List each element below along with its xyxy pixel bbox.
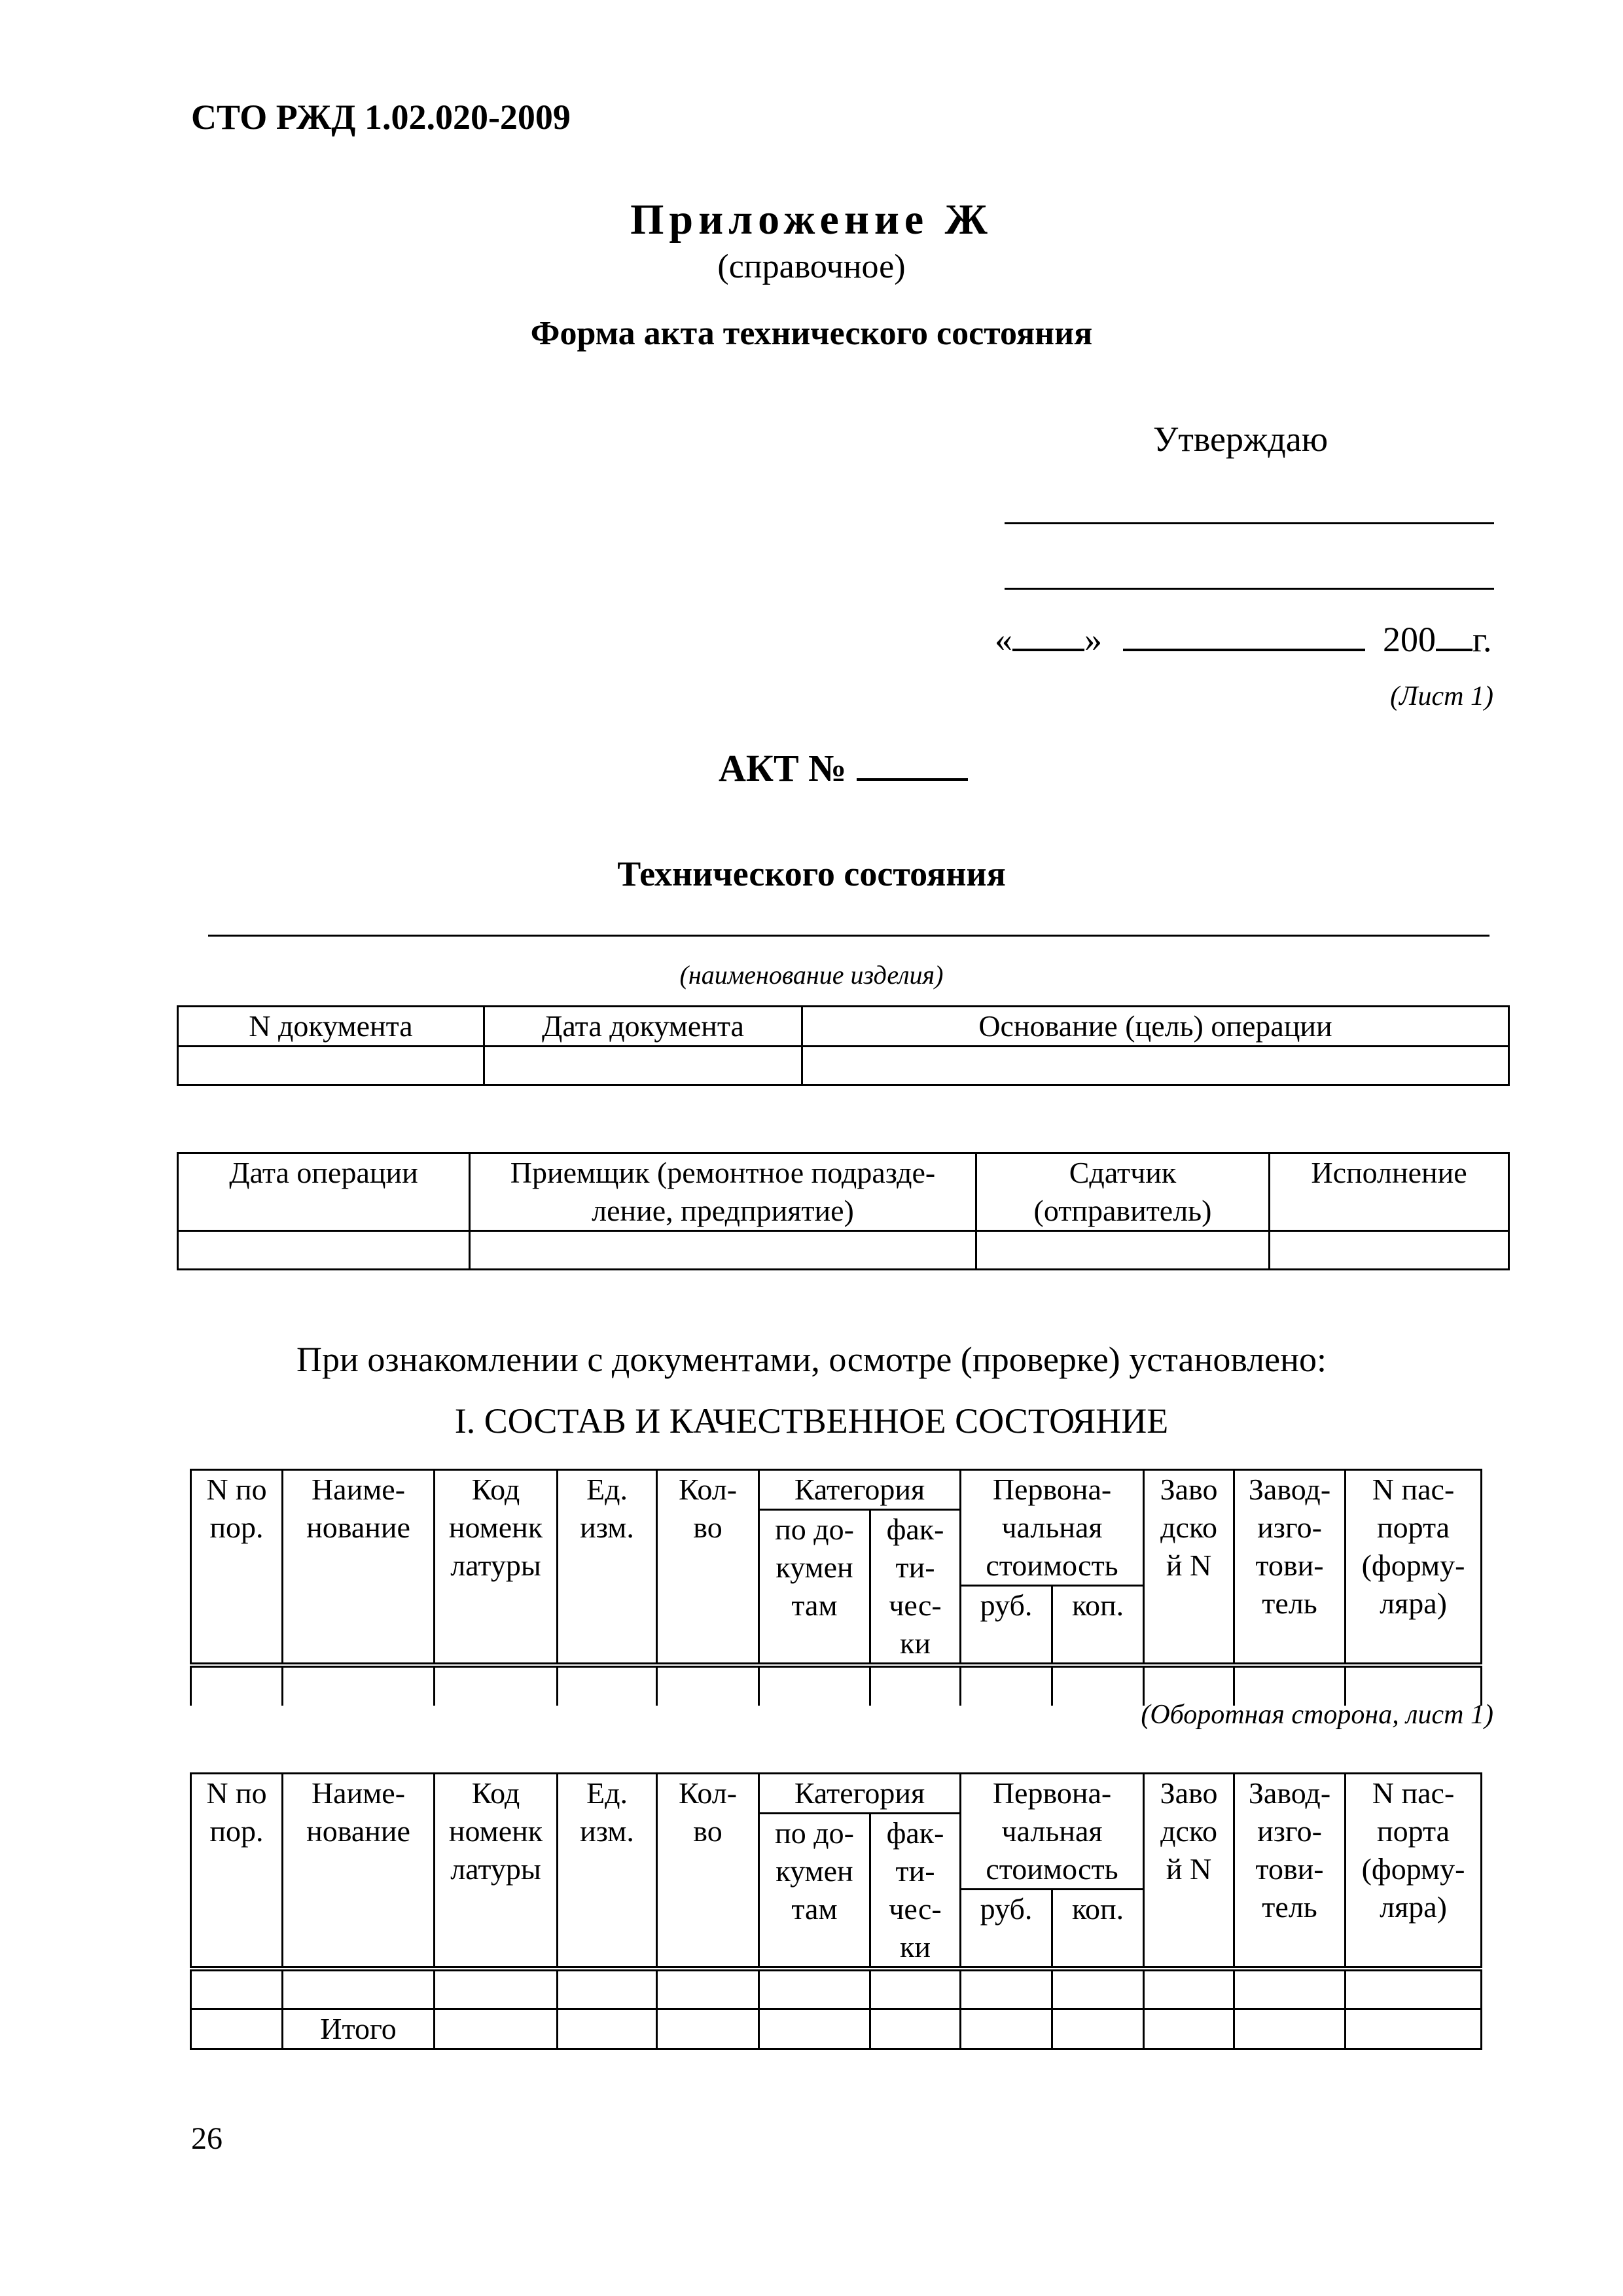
act-number-blank xyxy=(857,778,968,781)
header-document-number: N документа xyxy=(178,1007,484,1047)
col-serial-line: Заво xyxy=(1160,1473,1218,1506)
col-cat-docs-line: там xyxy=(791,1588,838,1622)
sheet-label: (Лист 1) xyxy=(1390,681,1493,711)
section-heading: I. СОСТАВ И КАЧЕСТВЕННОЕ СОСТОЯНИЕ xyxy=(454,1401,1169,1441)
col-name-line: нование xyxy=(306,1814,410,1848)
col-number-line: пор. xyxy=(209,1814,264,1848)
col-cat-fact-line: чес- xyxy=(889,1588,942,1622)
date-close-quote: » xyxy=(1084,620,1102,659)
col-cost-line: стоимость xyxy=(986,1852,1118,1886)
col-maker-line: тель xyxy=(1262,1890,1317,1924)
year-prefix: 200 xyxy=(1383,620,1436,659)
operation-info-table xyxy=(177,1152,1510,1270)
col-qty-line: Кол- xyxy=(678,1776,738,1810)
col-cost-kop: коп. xyxy=(1052,1890,1144,1969)
composition-table xyxy=(190,1469,1482,1706)
operation-date-cell[interactable] xyxy=(178,1231,470,1270)
col-cat-fact-line: ки xyxy=(900,1626,931,1660)
col-unit xyxy=(558,1470,657,1666)
col-number-line: N по xyxy=(206,1776,267,1810)
col-qty-line: во xyxy=(693,1814,722,1848)
col-code-line: номенк xyxy=(448,1511,543,1544)
col-maker-line: тель xyxy=(1262,1587,1317,1620)
col-serial-line: дско xyxy=(1160,1814,1217,1848)
col-category-by-docs xyxy=(759,1814,870,1969)
total-row-cell[interactable] xyxy=(961,2009,1052,2049)
col-passport-line: порта xyxy=(1376,1511,1450,1544)
col-maker-line: изго- xyxy=(1257,1511,1322,1544)
composition-row-cell[interactable] xyxy=(870,1969,961,2009)
receiver-cell[interactable] xyxy=(470,1231,976,1270)
total-row-cell[interactable] xyxy=(1346,2009,1482,2049)
document-code: СТО РЖД 1.02.020-2009 xyxy=(191,98,571,137)
date-open-quote: « xyxy=(995,620,1012,659)
total-row-cell[interactable] xyxy=(657,2009,759,2049)
col-nomenclature-code xyxy=(435,1470,558,1666)
composition-row-cell[interactable] xyxy=(558,1665,657,1706)
col-cat-fact-line: ти- xyxy=(895,1854,935,1888)
composition-table-reverse xyxy=(190,1772,1482,2050)
col-cost-line: Первона- xyxy=(992,1473,1112,1506)
col-code-line: номенк xyxy=(448,1814,543,1848)
col-initial-cost xyxy=(961,1774,1144,1890)
col-cat-docs-line: кумен xyxy=(776,1854,853,1888)
total-label: Итого xyxy=(283,2009,435,2049)
col-code-line: Код xyxy=(471,1776,520,1810)
col-quantity xyxy=(657,1470,759,1666)
col-serial-line: дско xyxy=(1160,1511,1217,1544)
col-cost-rub: руб. xyxy=(961,1586,1052,1666)
form-title: Форма акта технического состояния xyxy=(530,315,1093,352)
total-row-cell[interactable] xyxy=(435,2009,558,2049)
col-maker-line: тови- xyxy=(1255,1852,1324,1886)
total-row-cell[interactable] xyxy=(870,2009,961,2049)
execution-cell[interactable] xyxy=(1270,1231,1509,1270)
col-passport-line: ляра) xyxy=(1380,1890,1447,1924)
total-row-cell[interactable] xyxy=(759,2009,870,2049)
col-passport xyxy=(1346,1774,1482,1969)
col-unit-line: изм. xyxy=(580,1511,634,1544)
header-operation-basis: Основание (цель) операции xyxy=(802,1007,1509,1047)
approval-name-line xyxy=(1005,588,1494,590)
col-maker-line: тови- xyxy=(1255,1549,1324,1582)
findings-intro: При ознакомлении с документами, осмотре (проверке) установлено: xyxy=(296,1340,1327,1379)
col-quantity xyxy=(657,1774,759,1969)
col-cat-fact-line: фак- xyxy=(886,1816,944,1850)
composition-row-cell[interactable] xyxy=(759,1969,870,2009)
col-cost-line: Первона- xyxy=(992,1776,1112,1810)
year-blank xyxy=(1436,649,1472,651)
document-info-table xyxy=(177,1005,1510,1086)
col-qty-line: Кол- xyxy=(678,1473,738,1506)
composition-row-cell[interactable] xyxy=(870,1665,961,1706)
col-number xyxy=(191,1470,283,1666)
col-passport-line: порта xyxy=(1376,1814,1450,1848)
col-category: Категория xyxy=(759,1470,961,1510)
composition-row-cell[interactable] xyxy=(1234,1969,1346,2009)
day-blank xyxy=(1012,649,1084,651)
col-unit xyxy=(558,1774,657,1969)
composition-row-cell[interactable] xyxy=(961,1665,1052,1706)
col-cat-docs-line: по до- xyxy=(775,1816,854,1850)
reverse-side-caption: (Оборотная сторона, лист 1) xyxy=(1141,1700,1493,1730)
composition-row-cell[interactable] xyxy=(1346,1969,1482,2009)
total-row-cell[interactable] xyxy=(558,2009,657,2049)
col-maker-line: Завод- xyxy=(1248,1776,1331,1810)
header-document-date: Дата документа xyxy=(484,1007,802,1047)
col-unit-line: изм. xyxy=(580,1814,634,1848)
composition-row-cell[interactable] xyxy=(435,1969,558,2009)
col-cat-fact-line: ки xyxy=(900,1930,931,1964)
composition-row-cell[interactable] xyxy=(191,1969,283,2009)
col-code-line: латуры xyxy=(450,1549,541,1582)
col-manufacturer xyxy=(1234,1470,1346,1666)
total-row-cell[interactable] xyxy=(1144,2009,1234,2049)
col-number-line: N по xyxy=(206,1473,267,1506)
col-serial-line: й N xyxy=(1166,1549,1212,1582)
col-code-line: Код xyxy=(471,1473,520,1506)
composition-row-cell[interactable] xyxy=(1144,1969,1234,2009)
sender-cell[interactable] xyxy=(976,1231,1270,1270)
document-number-cell[interactable] xyxy=(178,1047,484,1085)
header-receiver-line2: ление, предприятие) xyxy=(592,1194,854,1227)
col-category: Категория xyxy=(759,1774,961,1814)
col-serial-line: й N xyxy=(1166,1852,1212,1886)
document-date-cell[interactable] xyxy=(484,1047,802,1085)
month-blank xyxy=(1123,649,1365,651)
composition-row-cell[interactable] xyxy=(657,1665,759,1706)
appendix-subtitle: (справочное) xyxy=(717,248,906,285)
col-category-by-docs xyxy=(759,1510,870,1666)
col-cat-docs-line: кумен xyxy=(776,1551,853,1584)
col-category-actual xyxy=(870,1510,961,1666)
act-number-label: АКТ № xyxy=(719,747,847,789)
col-manufacturer xyxy=(1234,1774,1346,1969)
year-suffix: г. xyxy=(1472,620,1492,659)
header-receiver xyxy=(470,1153,976,1231)
col-name xyxy=(283,1470,435,1666)
col-cat-fact-line: ти- xyxy=(895,1551,935,1584)
col-qty-line: во xyxy=(693,1511,722,1544)
total-row-cell[interactable] xyxy=(191,2009,283,2049)
col-number xyxy=(191,1774,283,1969)
col-name xyxy=(283,1774,435,1969)
col-nomenclature-code xyxy=(435,1774,558,1969)
col-cost-line: чальная xyxy=(1001,1511,1103,1544)
composition-row-cell[interactable] xyxy=(191,1665,283,1706)
operation-basis-cell[interactable] xyxy=(802,1047,1509,1085)
approval-label: Утверждаю xyxy=(1153,420,1329,459)
header-sender-line2: (отправитель) xyxy=(1033,1194,1212,1227)
col-passport-line: (форму- xyxy=(1361,1549,1465,1582)
approval-date xyxy=(995,619,1492,660)
composition-row-cell[interactable] xyxy=(558,1969,657,2009)
header-operation-date: Дата операции xyxy=(178,1153,470,1231)
total-row-cell[interactable] xyxy=(1234,2009,1346,2049)
col-maker-line: изго- xyxy=(1257,1814,1322,1848)
total-row-cell[interactable] xyxy=(1052,2009,1144,2049)
col-cat-fact-line: фак- xyxy=(886,1513,944,1546)
item-name-line xyxy=(208,935,1489,937)
col-name-line: Наиме- xyxy=(311,1776,406,1810)
col-cat-docs-line: по до- xyxy=(775,1513,854,1546)
col-cost-kop: коп. xyxy=(1052,1586,1144,1666)
composition-row-cell[interactable] xyxy=(657,1969,759,2009)
col-number-line: пор. xyxy=(209,1511,264,1544)
page-number: 26 xyxy=(191,2121,223,2156)
col-unit-line: Ед. xyxy=(586,1776,628,1810)
col-serial-number xyxy=(1144,1470,1234,1666)
col-name-line: Наиме- xyxy=(311,1473,406,1506)
col-unit-line: Ед. xyxy=(586,1473,628,1506)
item-name-caption: (наименование изделия) xyxy=(679,960,944,990)
col-serial-line: Заво xyxy=(1160,1776,1218,1810)
col-initial-cost xyxy=(961,1470,1144,1586)
act-title xyxy=(719,746,968,790)
col-cat-fact-line: чес- xyxy=(889,1892,942,1926)
approval-signature-line xyxy=(1005,522,1494,524)
col-cost-line: чальная xyxy=(1001,1814,1103,1848)
header-execution: Исполнение xyxy=(1270,1153,1509,1231)
act-subtitle: Технического состояния xyxy=(617,854,1006,893)
header-receiver-line1: Приемщик (ремонтное подразде- xyxy=(510,1156,936,1189)
col-cat-docs-line: там xyxy=(791,1892,838,1926)
col-cost-rub: руб. xyxy=(961,1890,1052,1969)
col-name-line: нование xyxy=(306,1511,410,1544)
composition-row-cell[interactable] xyxy=(1052,1969,1144,2009)
col-cost-line: стоимость xyxy=(986,1549,1118,1582)
header-sender xyxy=(976,1153,1270,1231)
composition-row-cell[interactable] xyxy=(435,1665,558,1706)
col-serial-number xyxy=(1144,1774,1234,1969)
col-passport xyxy=(1346,1470,1482,1666)
composition-row-cell[interactable] xyxy=(283,1665,435,1706)
composition-row-cell[interactable] xyxy=(283,1969,435,2009)
col-code-line: латуры xyxy=(450,1852,541,1886)
appendix-title: Приложение Ж xyxy=(630,196,993,243)
col-passport-line: N пас- xyxy=(1372,1776,1455,1810)
col-category-actual xyxy=(870,1814,961,1969)
header-sender-line1: Сдатчик xyxy=(1069,1156,1177,1189)
col-passport-line: ляра) xyxy=(1380,1587,1447,1620)
composition-row-cell[interactable] xyxy=(961,1969,1052,2009)
col-passport-line: N пас- xyxy=(1372,1473,1455,1506)
col-maker-line: Завод- xyxy=(1248,1473,1331,1506)
composition-row-cell[interactable] xyxy=(759,1665,870,1706)
col-passport-line: (форму- xyxy=(1361,1852,1465,1886)
